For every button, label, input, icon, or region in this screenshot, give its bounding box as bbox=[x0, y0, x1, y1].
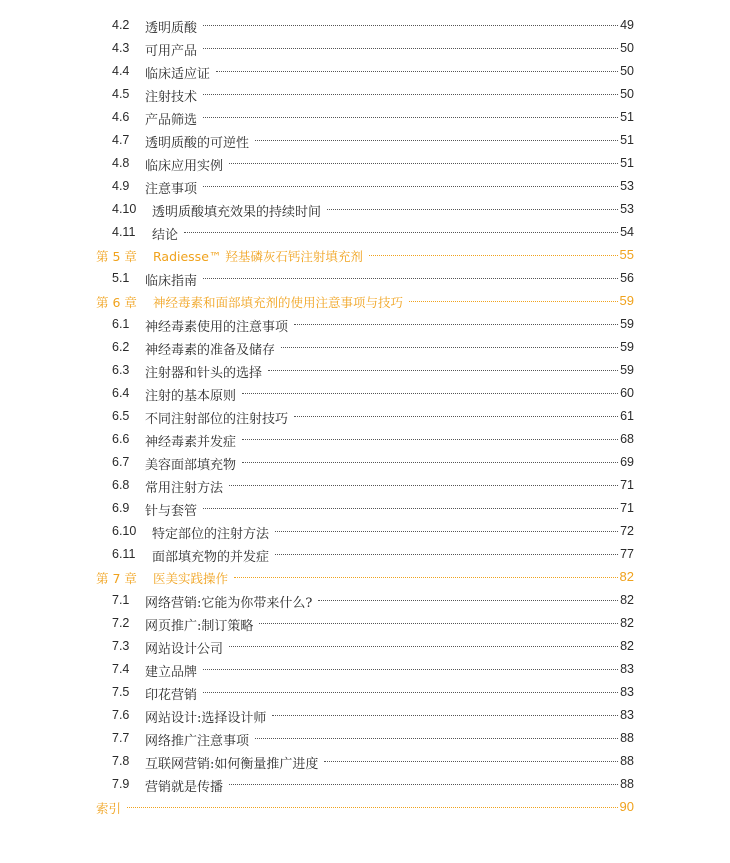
page-number: 83 bbox=[620, 685, 634, 699]
dot-leader bbox=[294, 324, 618, 325]
toc-section-entry[interactable] bbox=[0, 313, 730, 336]
page-number: 77 bbox=[620, 547, 634, 561]
section-number: 7.1 bbox=[112, 593, 130, 607]
section-title: 建立品牌 bbox=[145, 665, 198, 680]
chapter-number: 索引 bbox=[96, 801, 122, 816]
page-number: 50 bbox=[620, 87, 634, 101]
dot-leader bbox=[234, 577, 618, 578]
section-number: 7.9 bbox=[112, 777, 130, 791]
section-title: 面部填充物的并发症 bbox=[152, 550, 270, 565]
section-number: 7.7 bbox=[112, 731, 130, 745]
toc-section-entry[interactable] bbox=[0, 704, 730, 727]
section-number: 6.3 bbox=[112, 363, 130, 377]
section-title: 营销就是传播 bbox=[145, 780, 224, 795]
page-number: 83 bbox=[620, 708, 634, 722]
toc-section-entry[interactable] bbox=[0, 382, 730, 405]
section-title: 神经毒素的准备及储存 bbox=[145, 343, 276, 358]
dot-leader bbox=[203, 48, 618, 49]
toc-section-entry[interactable] bbox=[0, 497, 730, 520]
section-number: 4.6 bbox=[112, 110, 130, 124]
section-number: 6.7 bbox=[112, 455, 130, 469]
section-title: 注射器和针头的选择 bbox=[145, 366, 263, 381]
section-number: 7.3 bbox=[112, 639, 130, 653]
section-number: 4.2 bbox=[112, 18, 130, 32]
section-number: 7.8 bbox=[112, 754, 130, 768]
dot-leader bbox=[229, 784, 618, 785]
toc-section-entry[interactable] bbox=[0, 106, 730, 129]
toc-section-entry[interactable] bbox=[0, 267, 730, 290]
section-number: 6.8 bbox=[112, 478, 130, 492]
toc-section-entry[interactable] bbox=[0, 589, 730, 612]
dot-leader bbox=[272, 715, 618, 716]
section-number: 4.4 bbox=[112, 64, 130, 78]
toc-section-entry[interactable] bbox=[0, 727, 730, 750]
toc-section-entry[interactable] bbox=[0, 773, 730, 796]
page-number: 54 bbox=[620, 225, 634, 239]
section-title: 注射的基本原则 bbox=[145, 389, 237, 404]
section-title: 针与套管 bbox=[145, 504, 198, 519]
page-number: 51 bbox=[620, 110, 634, 124]
toc-section-entry[interactable] bbox=[0, 152, 730, 175]
toc-section-entry[interactable] bbox=[0, 451, 730, 474]
toc-section-entry[interactable] bbox=[0, 658, 730, 681]
toc-section-entry[interactable] bbox=[0, 175, 730, 198]
section-title: 注意事项 bbox=[145, 182, 198, 197]
page-number: 88 bbox=[620, 754, 634, 768]
section-title: 印花营销 bbox=[145, 688, 198, 703]
section-title: 结论 bbox=[152, 228, 179, 243]
toc-section-entry[interactable] bbox=[0, 635, 730, 658]
chapter-title: 神经毒素和面部填充剂的使用注意事项与技巧 bbox=[153, 295, 404, 310]
section-number: 4.7 bbox=[112, 133, 130, 147]
page-number: 82 bbox=[620, 616, 634, 630]
page-number: 82 bbox=[620, 593, 634, 607]
page-number: 90 bbox=[619, 799, 634, 814]
toc-section-entry[interactable] bbox=[0, 198, 730, 221]
dot-leader bbox=[203, 669, 618, 670]
toc-section-entry[interactable] bbox=[0, 221, 730, 244]
toc-section-entry[interactable] bbox=[0, 681, 730, 704]
section-number: 4.3 bbox=[112, 41, 130, 55]
section-number: 7.4 bbox=[112, 662, 130, 676]
dot-leader bbox=[369, 255, 618, 256]
dot-leader bbox=[318, 600, 618, 601]
dot-leader bbox=[275, 554, 618, 555]
toc-chapter-entry[interactable] bbox=[0, 796, 730, 819]
section-number: 5.1 bbox=[112, 271, 130, 285]
toc-section-entry[interactable] bbox=[0, 612, 730, 635]
section-title: 透明质酸的可逆性 bbox=[145, 136, 250, 151]
dot-leader bbox=[275, 531, 618, 532]
dot-leader bbox=[327, 209, 618, 210]
section-title: 神经毒素使用的注意事项 bbox=[145, 320, 289, 335]
toc-chapter-entry[interactable] bbox=[0, 244, 730, 267]
page-number: 56 bbox=[620, 271, 634, 285]
section-title: 可用产品 bbox=[145, 44, 198, 59]
section-title: 美容面部填充物 bbox=[145, 458, 237, 473]
chapter-title: 医美实践操作 bbox=[153, 571, 229, 586]
page-number: 72 bbox=[620, 524, 634, 538]
page-number: 53 bbox=[620, 202, 634, 216]
dot-leader bbox=[255, 140, 618, 141]
page-number: 53 bbox=[620, 179, 634, 193]
section-title: 产品筛选 bbox=[145, 113, 198, 128]
section-number: 4.5 bbox=[112, 87, 130, 101]
page-number: 88 bbox=[620, 777, 634, 791]
page-number: 59 bbox=[620, 363, 634, 377]
section-number: 6.2 bbox=[112, 340, 130, 354]
page-number: 51 bbox=[620, 133, 634, 147]
page-number: 59 bbox=[620, 340, 634, 354]
dot-leader bbox=[216, 71, 618, 72]
section-number: 4.11 bbox=[112, 225, 136, 239]
toc-section-entry[interactable] bbox=[0, 60, 730, 83]
section-number: 7.5 bbox=[112, 685, 130, 699]
page-number: 68 bbox=[620, 432, 634, 446]
section-number: 4.9 bbox=[112, 179, 130, 193]
section-title: 临床指南 bbox=[145, 274, 198, 289]
toc-chapter-entry[interactable] bbox=[0, 290, 730, 313]
toc-section-entry[interactable] bbox=[0, 520, 730, 543]
dot-leader bbox=[242, 439, 618, 440]
chapter-title: Radiesse™ 羟基磷灰石钙注射填充剂 bbox=[153, 249, 363, 264]
section-title: 临床适应证 bbox=[145, 67, 211, 82]
toc-section-entry[interactable] bbox=[0, 129, 730, 152]
page-number: 61 bbox=[620, 409, 634, 423]
dot-leader bbox=[229, 646, 618, 647]
toc-section-entry[interactable] bbox=[0, 83, 730, 106]
dot-leader bbox=[294, 416, 618, 417]
page-number: 50 bbox=[620, 64, 634, 78]
dot-leader bbox=[127, 807, 618, 808]
section-title: 神经毒素并发症 bbox=[145, 435, 237, 450]
page-number: 51 bbox=[620, 156, 634, 170]
section-number: 4.8 bbox=[112, 156, 130, 170]
section-title: 临床应用实例 bbox=[145, 159, 224, 174]
dot-leader bbox=[203, 94, 618, 95]
page-number: 71 bbox=[620, 501, 634, 515]
dot-leader bbox=[203, 25, 618, 26]
dot-leader bbox=[255, 738, 618, 739]
section-number: 4.10 bbox=[112, 202, 137, 216]
toc-section-entry[interactable] bbox=[0, 336, 730, 359]
page-number: 82 bbox=[620, 639, 634, 653]
dot-leader bbox=[259, 623, 618, 624]
toc-section-entry[interactable] bbox=[0, 750, 730, 773]
page-number: 59 bbox=[620, 317, 634, 331]
dot-leader bbox=[229, 163, 618, 164]
section-title: 网站设计公司 bbox=[145, 642, 224, 657]
chapter-number: 第 6 章 bbox=[96, 295, 137, 310]
section-number: 7.2 bbox=[112, 616, 130, 630]
dot-leader bbox=[409, 301, 618, 302]
page-number: 49 bbox=[620, 18, 634, 32]
section-title: 透明质酸填充效果的持续时间 bbox=[152, 205, 322, 220]
page-number: 71 bbox=[620, 478, 634, 492]
dot-leader bbox=[281, 347, 618, 348]
page-number: 55 bbox=[619, 247, 634, 262]
page-number: 88 bbox=[620, 731, 634, 745]
page-number: 82 bbox=[619, 569, 634, 584]
dot-leader bbox=[184, 232, 618, 233]
toc-section-entry[interactable] bbox=[0, 37, 730, 60]
section-title: 特定部位的注射方法 bbox=[152, 527, 270, 542]
section-title: 常用注射方法 bbox=[145, 481, 224, 496]
toc-chapter-entry[interactable] bbox=[0, 566, 730, 589]
section-title: 网站设计:选择设计师 bbox=[145, 711, 267, 726]
table-of-contents bbox=[0, 14, 730, 819]
toc-section-entry[interactable] bbox=[0, 474, 730, 497]
section-title: 注射技术 bbox=[145, 90, 198, 105]
section-title: 网页推广:制订策略 bbox=[145, 619, 254, 634]
section-number: 6.4 bbox=[112, 386, 130, 400]
dot-leader bbox=[268, 370, 618, 371]
chapter-number: 第 5 章 bbox=[96, 249, 137, 264]
toc-section-entry[interactable] bbox=[0, 405, 730, 428]
dot-leader bbox=[203, 117, 618, 118]
toc-section-entry[interactable] bbox=[0, 359, 730, 382]
page-number: 60 bbox=[620, 386, 634, 400]
dot-leader bbox=[242, 462, 618, 463]
dot-leader bbox=[242, 393, 618, 394]
section-number: 6.1 bbox=[112, 317, 130, 331]
section-number: 7.6 bbox=[112, 708, 130, 722]
section-number: 6.10 bbox=[112, 524, 137, 538]
dot-leader bbox=[203, 508, 618, 509]
section-number: 6.11 bbox=[112, 547, 136, 561]
dot-leader bbox=[203, 186, 618, 187]
page-number: 50 bbox=[620, 41, 634, 55]
section-title: 网络营销:它能为你带来什么? bbox=[145, 596, 313, 611]
toc-section-entry[interactable] bbox=[0, 14, 730, 37]
dot-leader bbox=[203, 278, 618, 279]
page-number: 69 bbox=[620, 455, 634, 469]
toc-section-entry[interactable] bbox=[0, 543, 730, 566]
section-number: 6.9 bbox=[112, 501, 130, 515]
section-title: 网络推广注意事项 bbox=[145, 734, 250, 749]
section-title: 不同注射部位的注射技巧 bbox=[145, 412, 289, 427]
dot-leader bbox=[229, 485, 618, 486]
page-number: 83 bbox=[620, 662, 634, 676]
dot-leader bbox=[324, 761, 618, 762]
section-title: 互联网营销:如何衡量推广进度 bbox=[145, 757, 319, 772]
page-number: 59 bbox=[619, 293, 634, 308]
dot-leader bbox=[203, 692, 618, 693]
toc-section-entry[interactable] bbox=[0, 428, 730, 451]
chapter-number: 第 7 章 bbox=[96, 571, 137, 586]
section-number: 6.5 bbox=[112, 409, 130, 423]
section-title: 透明质酸 bbox=[145, 21, 198, 36]
section-number: 6.6 bbox=[112, 432, 130, 446]
